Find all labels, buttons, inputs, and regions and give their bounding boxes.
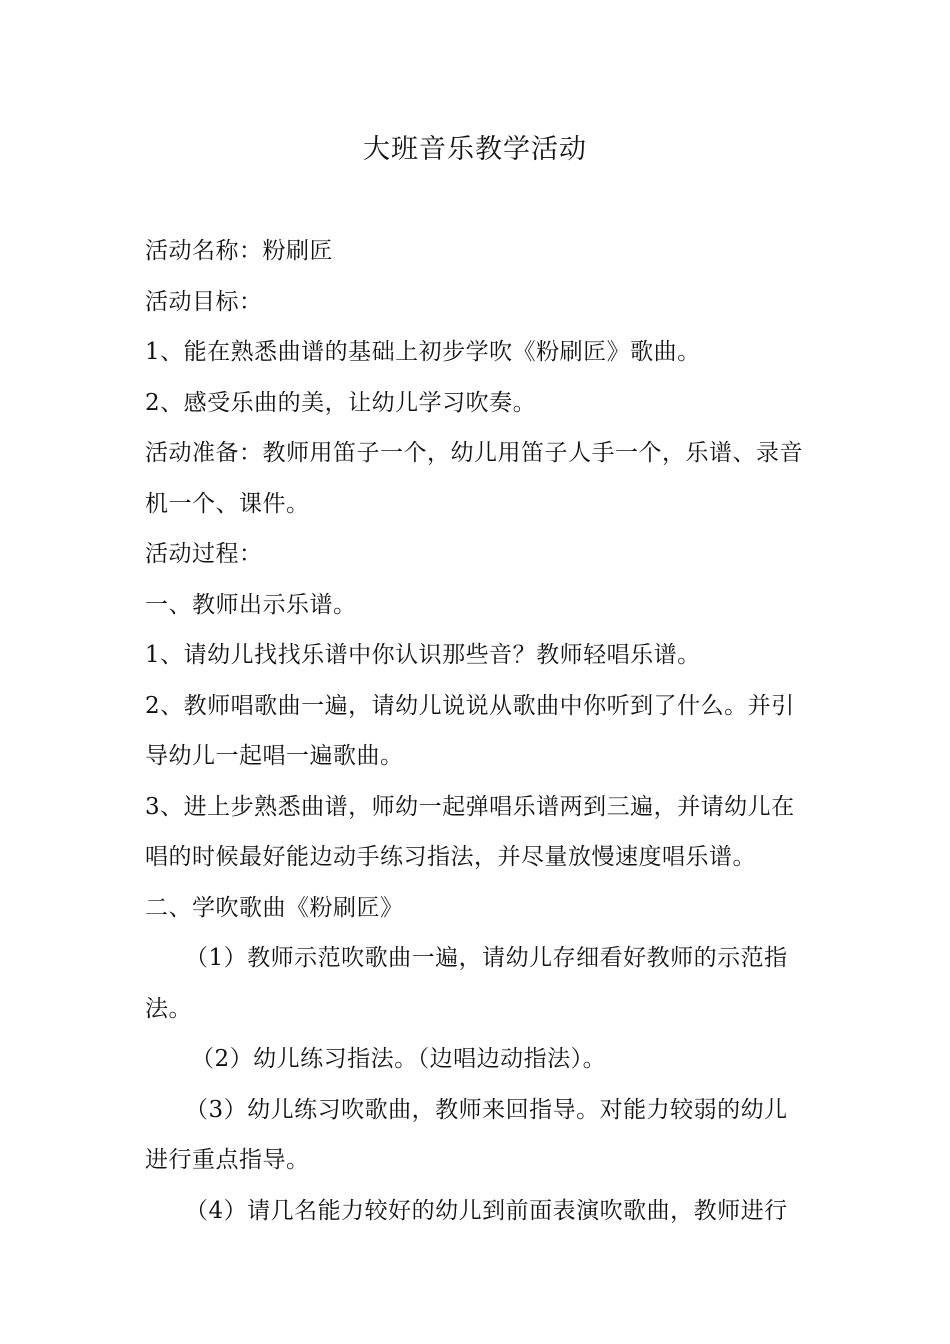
activity-process-heading: 活动过程： bbox=[145, 541, 263, 567]
step-item-2: 2、教师唱歌曲一遍，请幼儿说说从歌曲中你听到了什么。并引导幼儿一起唱一遍歌曲。 bbox=[145, 692, 795, 769]
document-title: 大班音乐教学活动 bbox=[363, 134, 587, 165]
substep-item-1: （1）教师示范吹歌曲一遍，请幼儿存细看好教师的示范指法。 bbox=[145, 945, 788, 1022]
step-item-1: 1、请幼儿找找乐谱中你认识那些音？教师轻唱乐谱。 bbox=[145, 642, 701, 668]
section-2-heading: 二、学吹歌曲《粉刷匠》 bbox=[145, 894, 404, 921]
substep-item-3: （3）幼儿练习吹歌曲，教师来回指导。对能力较弱的幼儿进行重点指导。 bbox=[145, 1096, 788, 1173]
activity-preparation: 活动准备：教师用笛子一个，幼儿用笛子人手一个，乐谱、录音机一个、课件。 bbox=[145, 440, 803, 517]
section-1-heading: 一、教师出示乐谱。 bbox=[145, 591, 357, 618]
activity-name: 活动名称：粉刷匠 bbox=[145, 238, 333, 264]
document-body bbox=[145, 226, 810, 1236]
activity-goals-heading: 活动目标： bbox=[145, 288, 263, 315]
goal-item-2: 2、感受乐曲的美，让幼儿学习吹奏。 bbox=[145, 389, 537, 416]
goal-item-1: 1、能在熟悉曲谱的基础上初步学吹《粉刷匠》歌曲。 bbox=[145, 339, 701, 365]
step-item-3: 3、进上步熟悉曲谱，师幼一起弹唱乐谱两到三遍，并请幼儿在唱的时候最好能边动手练习指法，并尽量放慢速度唱乐谱。 bbox=[145, 793, 795, 870]
substep-item-2: （2）幼儿练习指法。（边唱边动指法）。 bbox=[191, 1046, 607, 1072]
substep-item-4: （4）请几名能力较好的幼儿到前面表演吹歌曲，教师进行 bbox=[185, 1197, 788, 1224]
